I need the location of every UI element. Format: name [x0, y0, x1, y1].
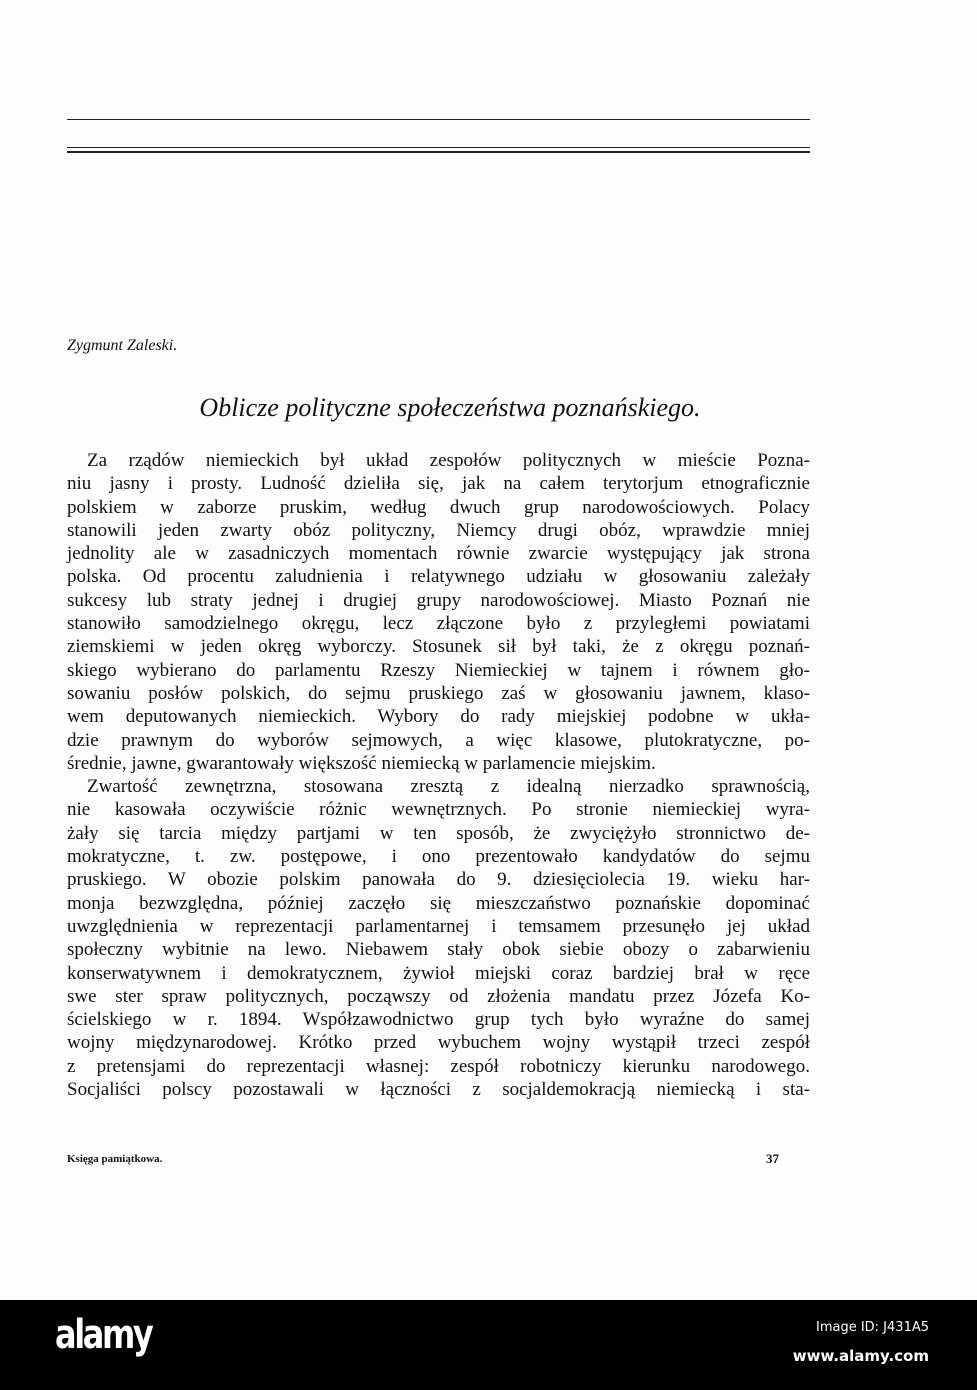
text-line: żały się tarcia między partjami w ten sposób, że zwyciężyło stronnictwo de-	[67, 822, 810, 844]
text-line: z pretensjami do reprezentacji własnej: zespół robotniczy kierunku narodowego.	[67, 1055, 810, 1077]
text-line: uwzględnienia w reprezentacji parlamentarnej i temsamem przesunęło jej układ	[67, 915, 810, 937]
text-line: konserwatywnem i demokratycznem, żywioł miejski coraz bardziej brał w ręce	[67, 962, 810, 984]
text-line: ścielskiego w r. 1894. Współzawodnictwo grup tych było wyraźne do samej	[67, 1009, 810, 1031]
text-line: wem deputowanych niemieckich. Wybory do rady miejskiej podobne w ukła-	[67, 706, 810, 728]
text-line: jednolity ale w zasadniczych momentach równie zwarcie występujący jak strona	[67, 543, 810, 565]
text-line: monja bezwzględna, później zaczęło się mieszczaństwo poznańskie dopominać	[67, 892, 810, 914]
text-line: stanowili jeden zwarty obóz polityczny, Niemcy drugi obóz, wprawdzie mniej	[67, 519, 810, 541]
author-name: Zygmunt Zaleski.	[67, 337, 178, 354]
text-line: sukcesy lub straty jednej i drugiej grupy narodowościowej. Miasto Poznań nie	[67, 589, 810, 611]
site-url: www.alamy.com	[792, 1347, 929, 1365]
text-line: dzie prawnym do wyborów sejmowych, a więc klasowe, plutokratyczne, po-	[67, 729, 810, 751]
header-rule-double-top	[67, 147, 810, 148]
text-line: społeczny wybitnie na lewo. Niebawem stały obok siebie obozy o zabarwieniu	[67, 939, 810, 961]
header-rule-thin	[67, 119, 810, 120]
text-line: wojny międzynarodowej. Krótko przed wybuchem wojny wystąpił trzeci zespół	[67, 1032, 810, 1054]
text-line: Zwartość zewnętrzna, stosowana zresztą z idealną nierzadko sprawnością,	[87, 776, 810, 798]
text-line: swe ster spraw politycznych, począwszy od złożenia mandatu przez Józefa Ko-	[67, 985, 810, 1007]
text-line: średnie, jawne, gwarantowały większość niemiecką w parlamencie miejskim.	[67, 752, 656, 774]
text-line: ziemskiemi w jeden okręg wyborczy. Stosunek sił był taki, że z okręgu poznań-	[67, 636, 810, 658]
footer-book-title: Księga pamiątkowa.	[67, 1153, 163, 1165]
text-line: polskiem w zaborze pruskim, według dwuch grup narodowościowych. Polacy	[67, 496, 810, 518]
page-number: 37	[766, 1151, 779, 1166]
text-line: pruskiego. W obozie polskim panowała do 9. dziesięciolecia 19. wieku har-	[67, 869, 810, 891]
text-line: niu jasny i prosty. Ludność dzieliła się, jak na całem terytorjum etnograficznie	[67, 473, 810, 495]
article-body	[67, 449, 810, 1101]
text-line: Socjaliści polscy pozostawali w łączności z socjaldemokracją niemiecką i sta-	[67, 1079, 810, 1101]
image-id: Image ID: J431A5	[815, 1320, 929, 1335]
text-line: polska. Od procentu zaludnienia i relatywnego udziału w głosowaniu zależały	[67, 566, 810, 588]
text-line: stanowiło samodzielnego okręgu, lecz złączone było z przyległemi powiatami	[67, 613, 810, 635]
watermark-bar	[0, 1300, 977, 1390]
text-line: sowaniu posłów polskich, do sejmu pruskiego zaś w głosowaniu jawnem, klaso-	[67, 682, 810, 704]
text-line: mokratyczne, t. zw. postępowe, i ono prezentowało kandydatów do sejmu	[67, 846, 810, 868]
alamy-logo: alamy	[55, 1312, 152, 1358]
article-title: Oblicze polityczne społeczeństwa poznańskiego.	[199, 393, 701, 422]
text-line: nie kasowała oczywiście różnic wewnętrznych. Po stronie niemieckiej wyra-	[67, 799, 810, 821]
text-line: Za rządów niemieckich był układ zespołów politycznych w mieście Pozna-	[87, 450, 810, 471]
header-rule-double-bottom	[67, 151, 810, 153]
text-line: skiego wybierano do parlamentu Rzeszy Niemieckiej w tajnem i równem gło-	[67, 659, 810, 681]
